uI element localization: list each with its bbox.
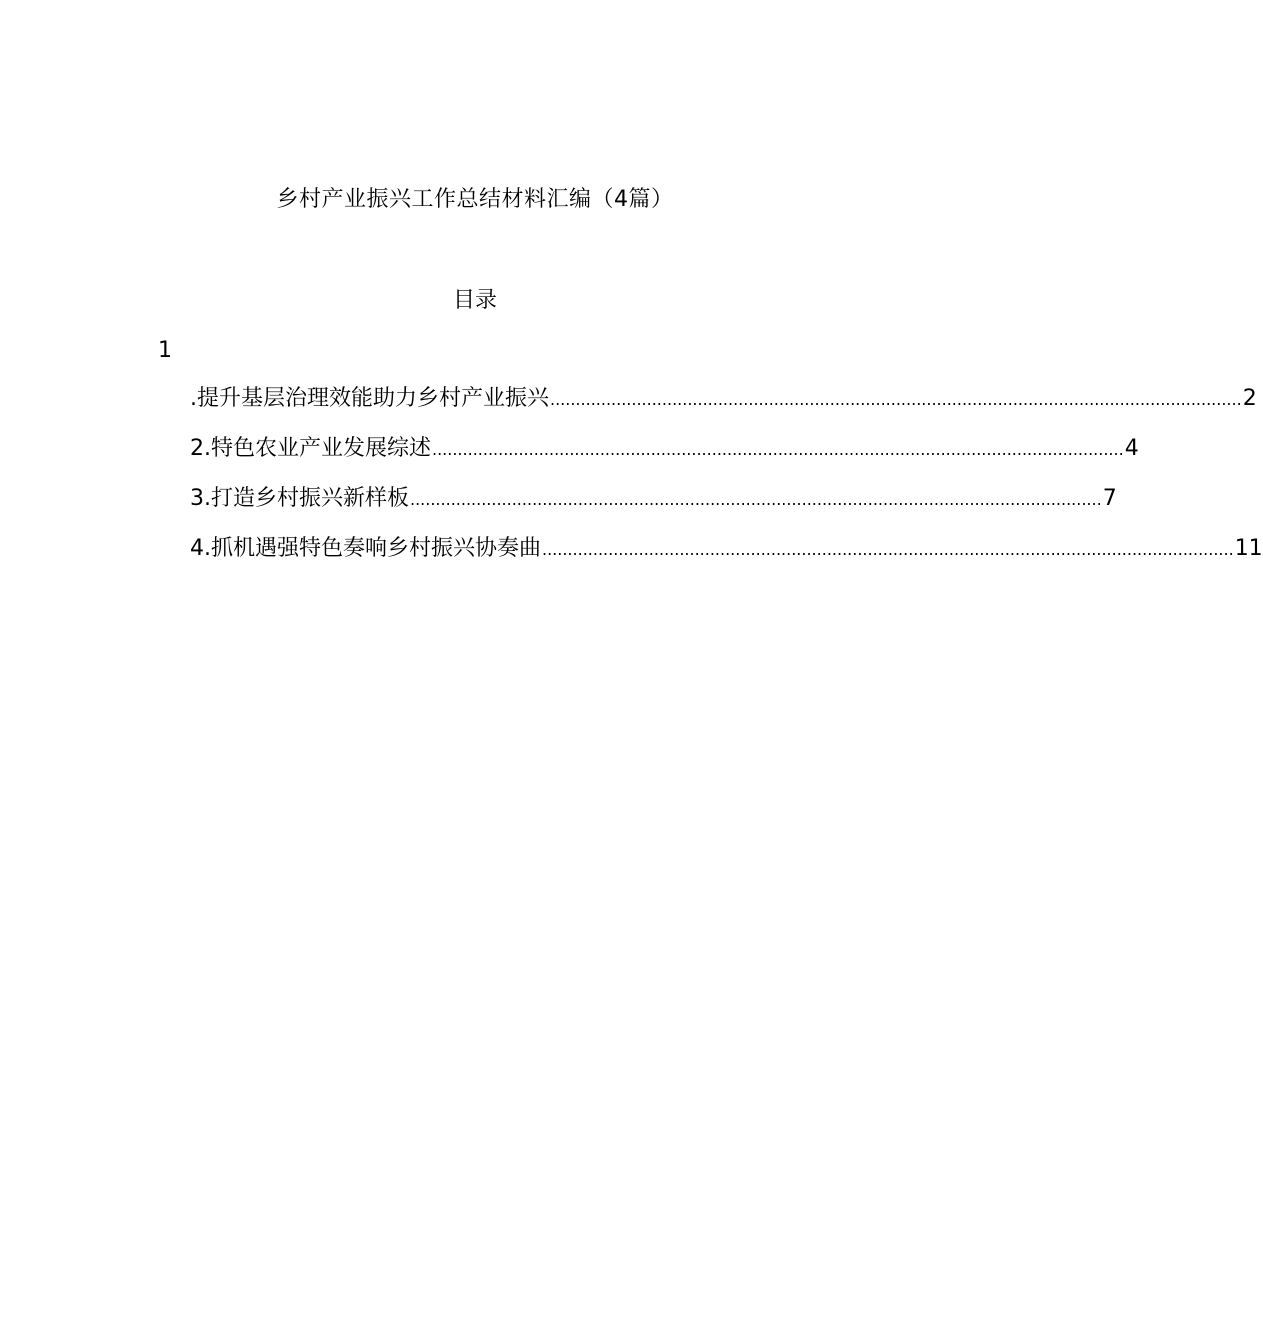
toc-entry-page: 11 — [1234, 536, 1263, 561]
toc-entry-page: 7 — [1102, 486, 1117, 511]
document-title: 乡村产业振兴工作总结材料汇编（4篇） — [276, 187, 674, 212]
toc-section-number: 1 — [158, 338, 172, 363]
toc-entry-title: 2.特色农业产业发展综述 — [190, 436, 431, 461]
toc-entry-title: 3.打造乡村振兴新样板 — [190, 486, 409, 511]
toc-entry-page: 4 — [1124, 436, 1139, 461]
table-of-contents — [190, 381, 1263, 581]
toc-entry[interactable] — [190, 531, 1263, 581]
toc-leader-dots: ........................................................................................................................................ — [410, 490, 1102, 509]
toc-entry-title: 4.抓机遇强特色奏响乡村振兴协奏曲 — [190, 536, 541, 561]
toc-heading: 目录 — [452, 288, 497, 313]
toc-entry[interactable] — [190, 381, 1257, 431]
toc-entry-page: 2 — [1242, 386, 1257, 411]
toc-entry[interactable] — [190, 431, 1139, 481]
toc-entry-title: .提升基层治理效能助力乡村产业振兴 — [190, 386, 549, 411]
toc-entry[interactable] — [190, 481, 1117, 531]
toc-leader-dots: ........................................................................................................................................ — [432, 440, 1124, 459]
toc-leader-dots: ........................................................................................................................................ — [542, 540, 1234, 559]
toc-leader-dots: ........................................................................................................................................ — [550, 390, 1242, 409]
